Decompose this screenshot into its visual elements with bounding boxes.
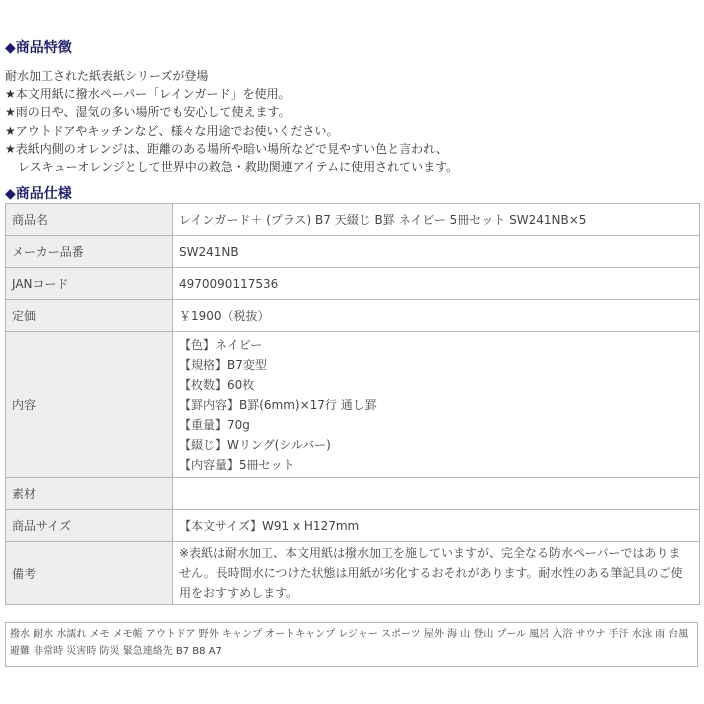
spec-heading: ◆商品仕様 — [5, 186, 72, 202]
content-line: 【重量】70g — [179, 417, 250, 432]
feature-line: 耐水加工された紙表紙シリーズが登場 — [5, 69, 209, 83]
row-label: 商品名 — [6, 204, 173, 236]
row-value: 4970090117536 — [173, 268, 700, 300]
features-list — [5, 67, 699, 176]
table-row — [6, 542, 700, 605]
table-row — [6, 510, 700, 542]
row-value — [173, 332, 700, 478]
feature-line: ★アウトドアやキッチンなど、様々な用途でお使いください。 — [5, 123, 339, 138]
content-line: 【規格】B7変型 — [179, 357, 267, 372]
feature-line: ★本文用紙に撥水ペーパー「レインガード」を使用。 — [5, 87, 291, 102]
row-value: 【本文サイズ】W91 x H127mm — [173, 510, 700, 542]
row-value — [173, 478, 700, 510]
feature-line: ★雨の日や、湿気の多い場所でも安心して使えます。 — [5, 105, 291, 120]
row-value: ※表紙は耐水加工、本文用紙は撥水加工を施していますが、完全なる防水ペーパーではありません。長時間水につけた状態は用紙が劣化するおそれがあります。耐水性のある筆記具のご使用をおすすめします。 — [173, 542, 700, 605]
content-line: 【罫内容】B罫(6mm)×17行 通し罫 — [179, 397, 377, 412]
keywords-box: 撥水 耐水 水濡れ メモ メモ帳 アウトドア 野外 キャンプ オートキャンプ レジャー スポーツ 屋外 海 山 登山 プール 風呂 入浴 サウナ 手汗 水泳 雨 台風 避難 非常時 災害時 防災 緊急連絡先 B7 B8 A7 — [5, 622, 698, 667]
content-line: 【色】ネイビー — [179, 337, 263, 352]
row-value: ￥1900（税抜） — [173, 300, 700, 332]
content-line: 【枚数】60枚 — [179, 377, 255, 392]
row-label: JANコード — [6, 268, 173, 300]
features-heading: ◆商品特徴 — [5, 40, 72, 56]
row-label: 定価 — [6, 300, 173, 332]
row-value: レインガード＋ (プラス) B7 天綴じ B罫 ネイビー 5冊セット SW241NB×5 — [173, 204, 700, 236]
table-row — [6, 478, 700, 510]
content-line: 【綴じ】Wリング(シルバー) — [179, 437, 331, 452]
content-line: 【内容量】5冊セット — [179, 457, 295, 472]
table-row — [6, 300, 700, 332]
table-row — [6, 236, 700, 268]
row-label: 備考 — [6, 542, 173, 605]
row-label: 内容 — [6, 332, 173, 478]
table-row — [6, 268, 700, 300]
table-row — [6, 204, 700, 236]
row-label: メーカー品番 — [6, 236, 173, 268]
row-label: 商品サイズ — [6, 510, 173, 542]
spec-table — [5, 203, 700, 605]
row-label: 素材 — [6, 478, 173, 510]
feature-line: ★表紙内側のオレンジは、距離のある場所や暗い場所などで見やすい色と言われ、 — [5, 141, 448, 156]
row-value: SW241NB — [173, 236, 700, 268]
table-row — [6, 332, 700, 478]
feature-line: レスキューオレンジとして世界中の救急・救助関連アイテムに使用されています。 — [18, 160, 459, 175]
